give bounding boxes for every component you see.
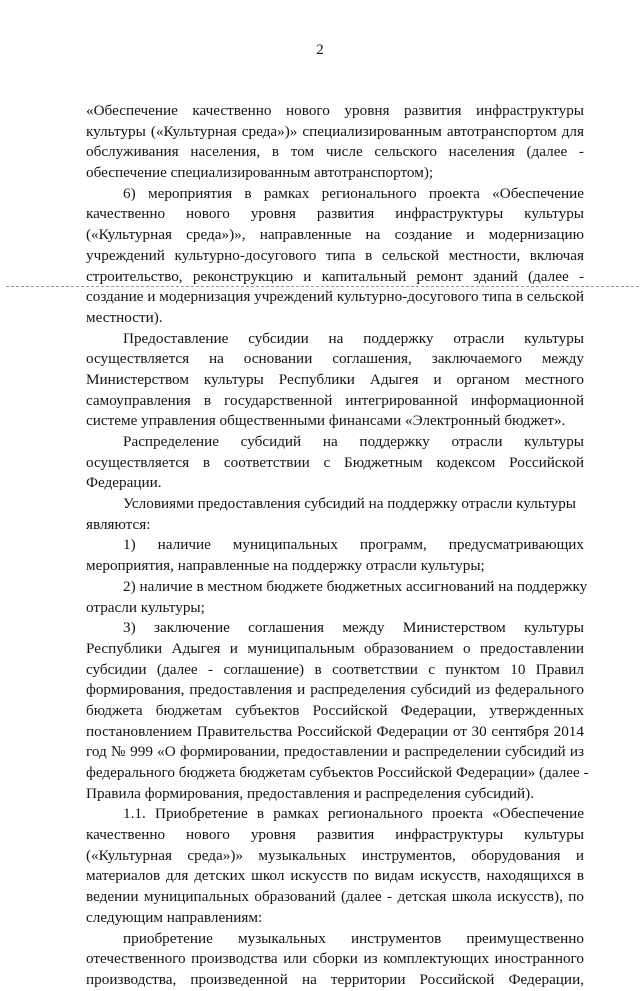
text-line: самоуправления в государственной интегрированной информационной [86,391,584,409]
page-number: 2 [316,42,324,58]
text-line: отрасли культуры; [86,598,205,616]
text-line: обслуживания населения, в том числе сельского населения (далее - [86,143,584,161]
text-line: ведении муниципальных образований (далее - детская школа искусств), по [86,888,584,906]
text-line: бюджета бюджетам субъектов Российской Федерации, утвержденных [86,701,584,719]
text-line: материалов для детских школ искусств по видам искусств, находящихся в [86,867,584,885]
text-line: «Обеспечение качественно нового уровня развития инфраструктуры [86,102,584,119]
text-line: учреждений культурно-досугового типа в сельской местности, включая [86,246,584,264]
text-line: строительство, реконструкцию и капитальный ремонт зданий (далее - [6,267,640,288]
text-line: осуществляется на основании соглашения, заключаемого между [86,350,584,368]
text-line: 2) наличие в местном бюджете бюджетных ассигнований на поддержку [123,577,588,595]
text-line: субсидии (далее - соглашение) в соответствии с пунктом 10 Правил [86,660,584,678]
text-line: производства, произведенной на территории Российской Федерации, [86,970,584,988]
text-line: создание и модернизация учреждений культурно-досугового типа в сельской [86,288,585,306]
document-body [86,101,589,991]
text-line: 1) наличие муниципальных программ, предусматривающих [123,536,584,554]
text-line: системе управления общественными финансами «Электронный бюджет». [86,412,566,430]
text-line: качественно нового уровня развития инфраструктуры культуры [86,826,584,844]
text-line: («Культурная среда»)», направленные на создание и модернизацию [86,226,584,244]
text-line: постановлением Правительства Российской Федерации от 30 сентября 2014 [86,722,584,740]
text-line: Министерством культуры Республики Адыгея и органом местного [86,370,584,388]
text-line: Республики Адыгея и муниципальным образованием о предоставлении [86,639,584,657]
text-line: формирования, предоставления и распределения субсидий из федерального [86,681,584,699]
text-line: Правила формирования, предоставления и распределения субсидий). [86,784,535,802]
text-line: Федерации. [86,474,162,492]
text-line: отечественного производства или сборки из комплектующих иностранного [86,950,584,968]
text-line: приобретение музыкальных инструментов преимущественно [123,929,584,947]
text-line: обеспечение специализированным автотранспортом); [86,164,434,182]
text-line: федерального бюджета бюджетам субъектов Российской Федерации» (далее - [86,764,589,781]
text-line: 3) заключение соглашения между Министерством культуры [123,619,584,637]
text-line: («Культурная среда»)» музыкальных инструментов, оборудования и [86,846,584,864]
text-line: качественно нового уровня развития инфраструктуры культуры [86,205,584,223]
text-line: 6) мероприятия в рамках регионального проекта «Обеспечение [123,184,584,202]
text-line: 1.1. Приобретение в рамках регионального проекта «Обеспечение [123,805,584,823]
text-line: год № 999 «О формировании, предоставлении и распределении субсидий из [86,743,584,761]
text-line: следующим направлениям: [86,908,263,926]
text-line: Предоставление субсидии на поддержку отрасли культуры [123,329,584,347]
text-line: Условиями предоставления субсидий на поддержку отрасли культуры [123,495,576,513]
text-line: Распределение субсидий на поддержку отрасли культуры [123,433,584,450]
text-line: осуществляется в соответствии с Бюджетным кодексом Российской [86,453,584,471]
text-line: являются: [86,515,151,533]
text-line: мероприятия, направленные на поддержку отрасли культуры; [86,557,485,575]
text-line: культуры («Культурная среда»)» специализированным автотранспортом для [86,122,584,140]
text-line: местности). [86,308,163,326]
